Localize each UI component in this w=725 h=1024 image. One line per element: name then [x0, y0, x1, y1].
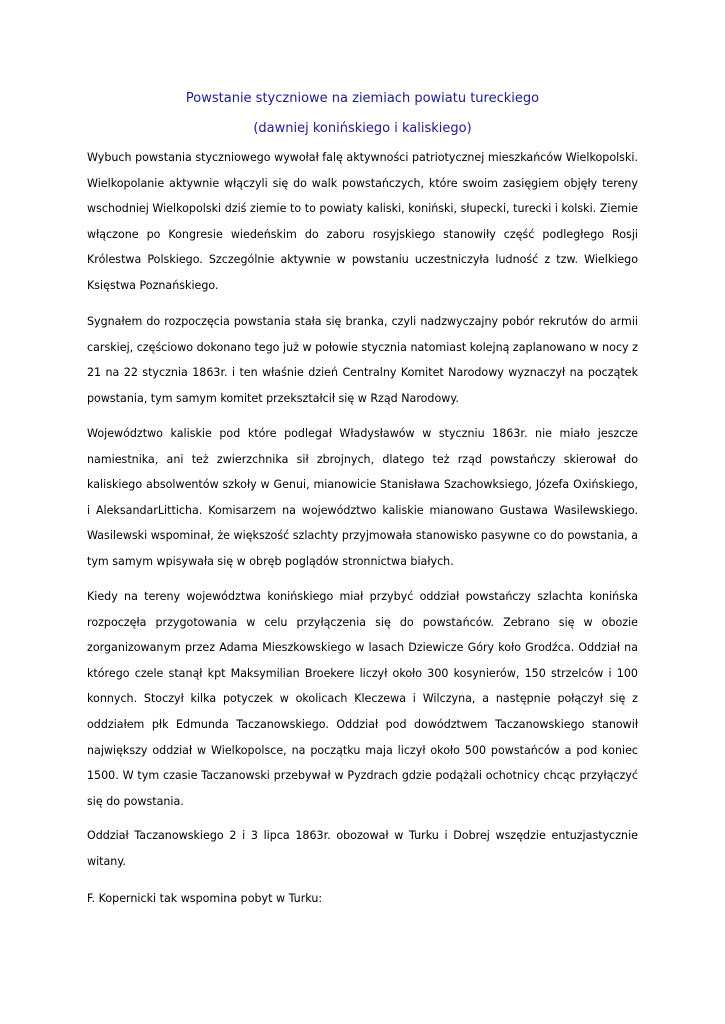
paragraph-conscription-signal: Sygnałem do rozpoczęcia powstania stała się branka, czyli nadzwyczajny pobór rekrutów do armii carskiej, częściowo dokonano tego już w połowie stycznia natomiast kolejną zaplanowano w nocy z 21 na 22 stycznia 1863r. i ten właśnie dzień Centralny Komitet Narodowy wyznaczył na początek powstania, tym samym komitet przekształcił się w Rząd Narodowy. [87, 315, 638, 405]
paragraph-kopernicki-quote-intro: F. Kopernicki tak wspomina pobyt w Turku: [87, 892, 323, 905]
document-subtitle: (dawniej konińskiego i kaliskiego) [253, 121, 472, 136]
paragraph-kalisz-voivodeship: Województwo kaliskie pod które podlegał Władysławów w styczniu 1863r. nie miało jeszcze namiestnika, ani też zwierzchnika sił zbrojnych, dlatego też rząd powstańczy skierował do kaliskiego absolwentów szkoły w Genui, mianowicie Stanisława Szachowksiego, Józefa Oxińskiego, i AleksandarLitticha. Komisarzem na województwo kaliskie mianowano Gustawa Wasilewskiego. Wasilewski wspominał, że większość szlachty przyjmowała stanowisko pasywne co do powstania, a tym samym wpisywała się w obręb poglądów stronnictwa białych. [87, 427, 638, 568]
paragraph-uprising-outbreak: Wybuch powstania styczniowego wywołał falę aktywności patriotycznej mieszkańców Wielkopolski. Wielkopolanie aktywnie włączyli się do walk powstańczych, które swoim zasięgiem objęły tereny wschodniej Wielkopolski dziś ziemie to to powiaty kaliski, koniński, słupecki, turecki i kolski. Ziemie włączone po Kongresie wiedeńskim do zaboru rosyjskiego stanowiły część podległego Rosji Królestwa Polskiego. Szczególnie aktywnie w powstaniu uczestniczyła ludność z tzw. Wielkiego Księstwa Poznańskiego. [87, 151, 638, 292]
paragraph-konin-detachment: Kiedy na tereny województwa konińskiego miał przybyć oddział powstańczy szlachta konińska rozpoczęła przygotowania w celu przyłączenia się do powstańców. Zebrano się w obozie zorganizowanym przez Adama Mieszkowskiego w lasach Dziewicze Góry koło Grodźca. Oddział na którego czele stanął kpt Maksymilian Broekere liczył około 300 kosynierów, 150 strzelców i 100 konnych. Stoczył kilka potyczek w okolicach Kleczewa i Wilczyna, a następnie połączył się z oddziałem płk Edmunda Taczanowskiego. Oddział pod dowództwem Taczanowskiego stanowił największy oddział w Wielkopolsce, na początku maja liczył około 500 powstańców a pod koniec 1500. W tym czasie Taczanowski przebywał w Pyzdrach gdzie podążali ochotnicy chcąc przyłączyć się do powstania. [87, 590, 638, 808]
paragraph-turek-camp: Oddział Taczanowskiego 2 i 3 lipca 1863r. obozował w Turku i Dobrej wszędzie entuzjastycznie witany. [87, 829, 638, 868]
document-title: Powstanie styczniowe na ziemiach powiatu tureckiego [185, 91, 540, 106]
